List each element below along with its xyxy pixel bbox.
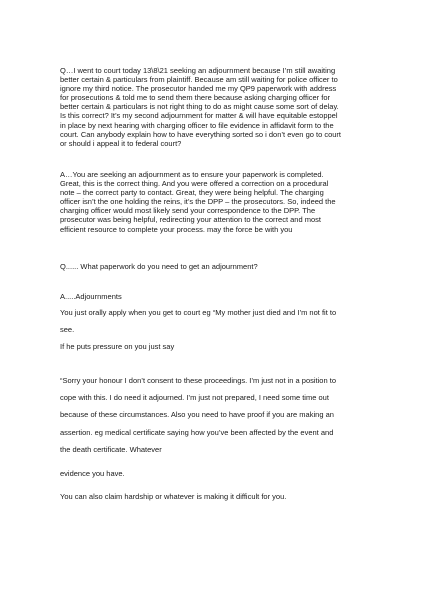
answer-2-paragraph-1: You just orally apply when you get to court eg “My mother just died and I’m not fit to see.: [60, 308, 337, 335]
answer-2-heading: A.....Adjournments: [60, 292, 122, 301]
answer-1: A…You are seeking an adjournment as to ensure your paperwork is completed. Great, this is the correct thing. And you were offered a correction on a procedural note – the correct party to contact. Great, they were being helpful. The charging officer isn’t the one holding the reins, it’s the DPP – the prosecutors. So, indeed the charging officer would most likely send your correspondence to the DPP. The prosecutor was being helpful, redirecting your attention to the correct and most efficient resource to complete your process. may the force be with you: [60, 170, 336, 234]
answer-2-paragraph-4: evidence you have.: [60, 469, 125, 478]
answer-2-paragraph-5: You can also claim hardship or whatever is making it difficult for you.: [60, 492, 287, 501]
question-1: Q…I went to court today 13\8\21 seeking an adjournment because I’m still awaiting better certain & particulars from plaintiff. Because am still waiting for police officer to ignore my third notice. The prosecutor handed me my QP9 paperwork with address for prosecutions & told me to send them there because asking charging officer for better certain & particulars is not right thing to do as might cause some sort of delay. Is this correct? It’s my second adjournment for matter & will have equitable estoppel in place by next hearing with charging officer to file evidence in affidavit form to the court. Can anybody explain how to have everything sorted so i don’t even go to court or should i appeal it to federal court?: [60, 66, 342, 148]
question-2: Q...... What paperwork do you need to get an adjournment?: [60, 262, 258, 271]
answer-2-paragraph-2: If he puts pressure on you just say: [60, 342, 175, 351]
answer-2-paragraph-3: “Sorry your honour I don’t consent to these proceedings. I’m just not in a position to cope with this. I do need it adjourned. I’m just not prepared, I need some time out because of these circumstances. Also you need to have proof if you are making an assertion. eg medical certificate saying how you’ve been affected by the event and the death certificate. Whatever: [60, 376, 336, 454]
